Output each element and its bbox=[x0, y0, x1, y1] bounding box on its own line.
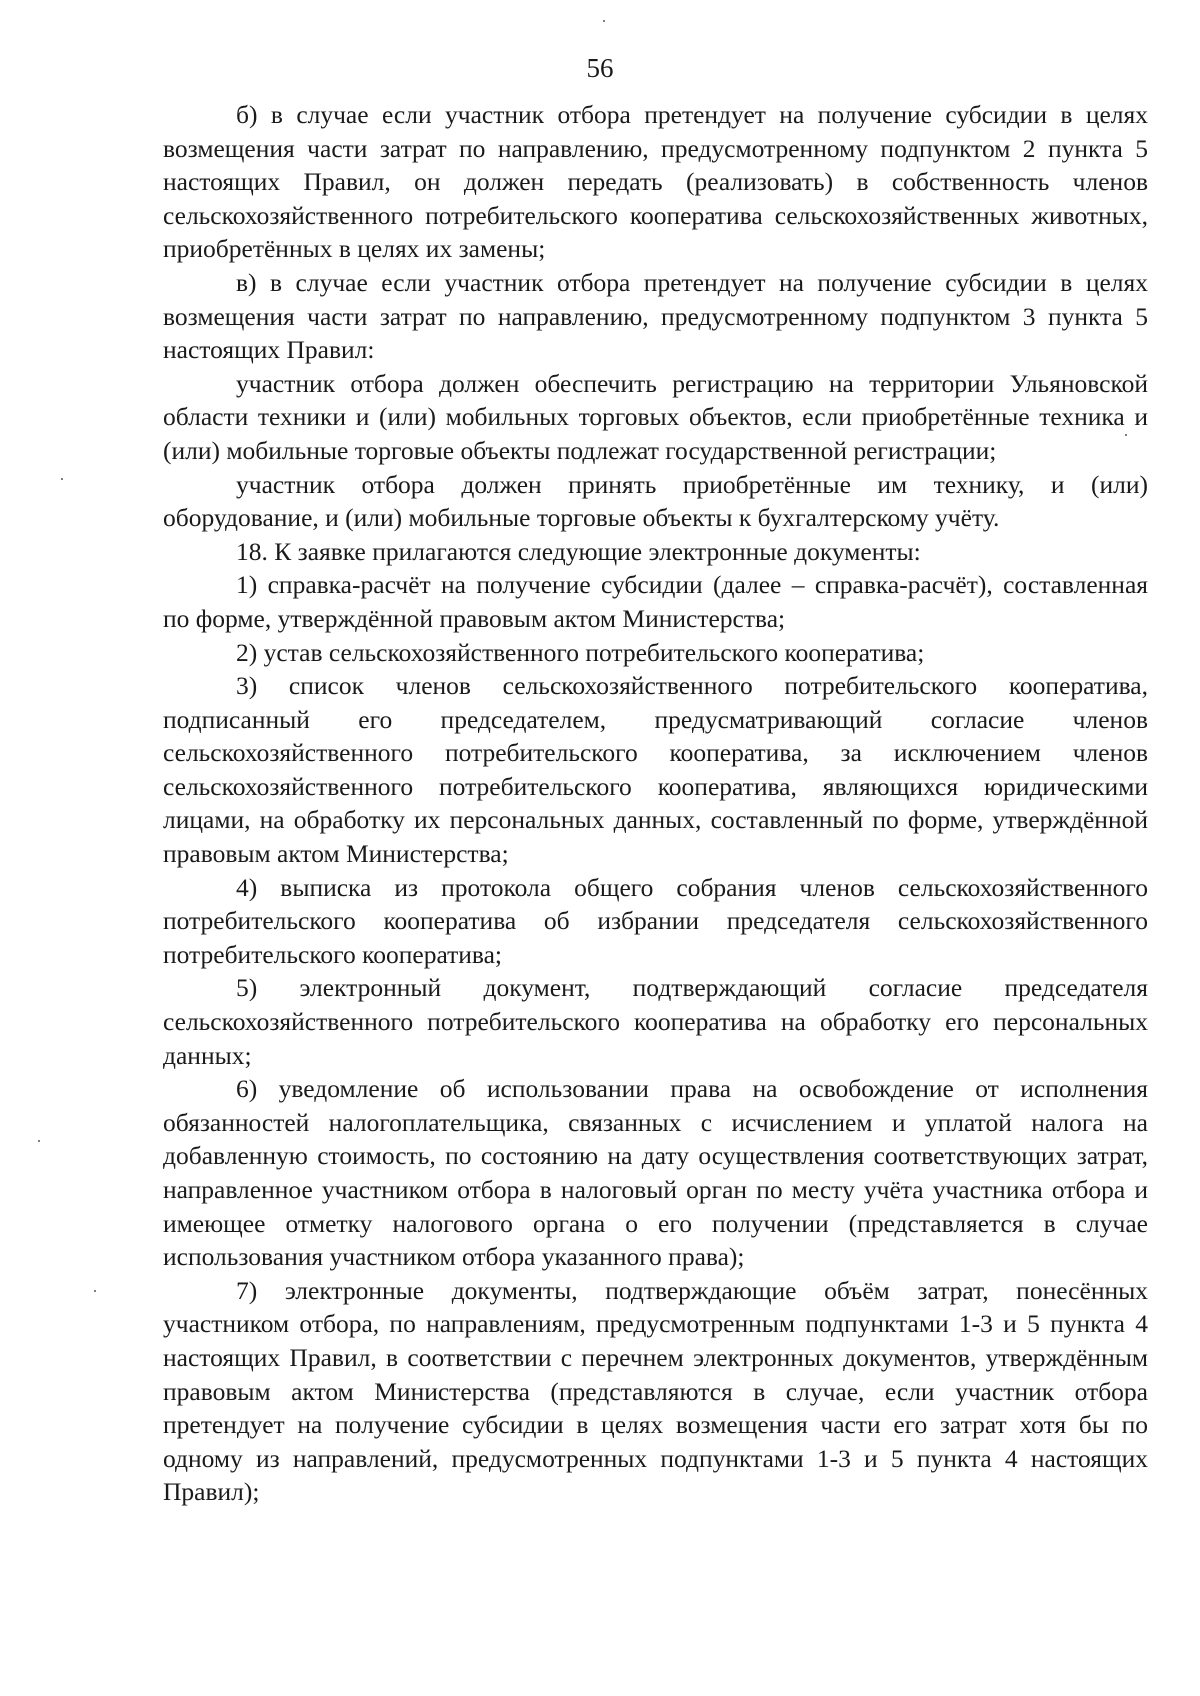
list-item-5: 5) электронный документ, подтверждающий согласие председателя сельскохозяйственного потребительского кооператива на обработку его персональных данных; bbox=[163, 973, 1148, 1070]
paragraph-b: б) в случае если участник отбора претендует на получение субсидии в целях возмещения части затрат по направлению, предусмотренному подпунктом 2 пункта 5 настоящих Правил, он должен передать (реализовать) в собственность членов сельскохозяйственного потребительского кооператива сельскохозяйственных животных, приобретённых в целях их замены; bbox=[163, 100, 1148, 264]
scan-speck bbox=[94, 1290, 96, 1292]
paragraph-18-heading: 18. К заявке прилагаются следующие электронные документы: bbox=[236, 536, 921, 566]
list-item-1: 1) справка-расчёт на получение субсидии (далее – справка-расчёт), составленная по форме, утверждённой правовым актом Министерства; bbox=[163, 570, 1148, 633]
scan-speck bbox=[1125, 434, 1127, 436]
list-item-2: 2) устав сельскохозяйственного потребительского кооператива; bbox=[236, 637, 925, 667]
scan-speck bbox=[603, 20, 605, 22]
scan-speck bbox=[38, 1140, 40, 1142]
list-item-6: 6) уведомление об использовании права на освобождение от исполнения обязанностей налогоплательщика, связанных с исчислением и уплатой налога на добавленную стоимость, по состоянию на дату осуществления соответствующих затрат, направленное участником отбора в налоговый орган по месту учёта участника отбора и имеющее отметку налогового органа о его получении (представляется в случае использования участником отбора указанного права); bbox=[163, 1074, 1148, 1272]
paragraph-v: в) в случае если участник отбора претендует на получение субсидии в целях возмещения части затрат по направлению, предусмотренному подпунктом 3 пункта 5 настоящих Правил: bbox=[163, 267, 1148, 365]
page-number: 56 bbox=[586, 53, 614, 83]
document-body bbox=[163, 98, 1148, 1509]
paragraph-accounting: участник отбора должен принять приобретённые им технику, и (или) оборудование, и (или) мобильные торговые объекты к бухгалтерскому учёту. bbox=[163, 469, 1148, 533]
list-item-4: 4) выписка из протокола общего собрания членов сельскохозяйственного потребительского кооператива об избрании председателя сельскохозяйственного потребительского кооператива; bbox=[163, 872, 1148, 969]
list-item-3: 3) список членов сельскохозяйственного потребительского кооператива, подписанный его председателем, предусматривающий согласие членов сельскохозяйственного потребительского кооператива, за исключением членов сельскохозяйственного потребительского кооператива, являющихся юридическими лицами, на обработку их персональных данных, составленный по форме, утверждённой правовым актом Министерства; bbox=[163, 671, 1148, 869]
paragraph-registration: участник отбора должен обеспечить регистрацию на территории Ульяновской области техники и (или) мобильных торговых объектов, если приобретённые техника и (или) мобильные торговые объекты подлежат государственной регистрации; bbox=[163, 368, 1148, 465]
scan-speck bbox=[61, 478, 63, 480]
list-item-7: 7) электронные документы, подтверждающие объём затрат, понесённых участником отбора, по направлениям, предусмотренным подпунктами 1-3 и 5 пункта 4 настоящих Правил, в соответствии с перечнем электронных документов, утверждённым правовым актом Министерства (представляются в случае, если участник отбора претендует на получение субсидии в целях возмещения части его затрат хотя бы по одному из направлений, предусмотренных подпунктами 1-3 и 5 пункта 4 настоящих Правил); bbox=[163, 1275, 1148, 1507]
